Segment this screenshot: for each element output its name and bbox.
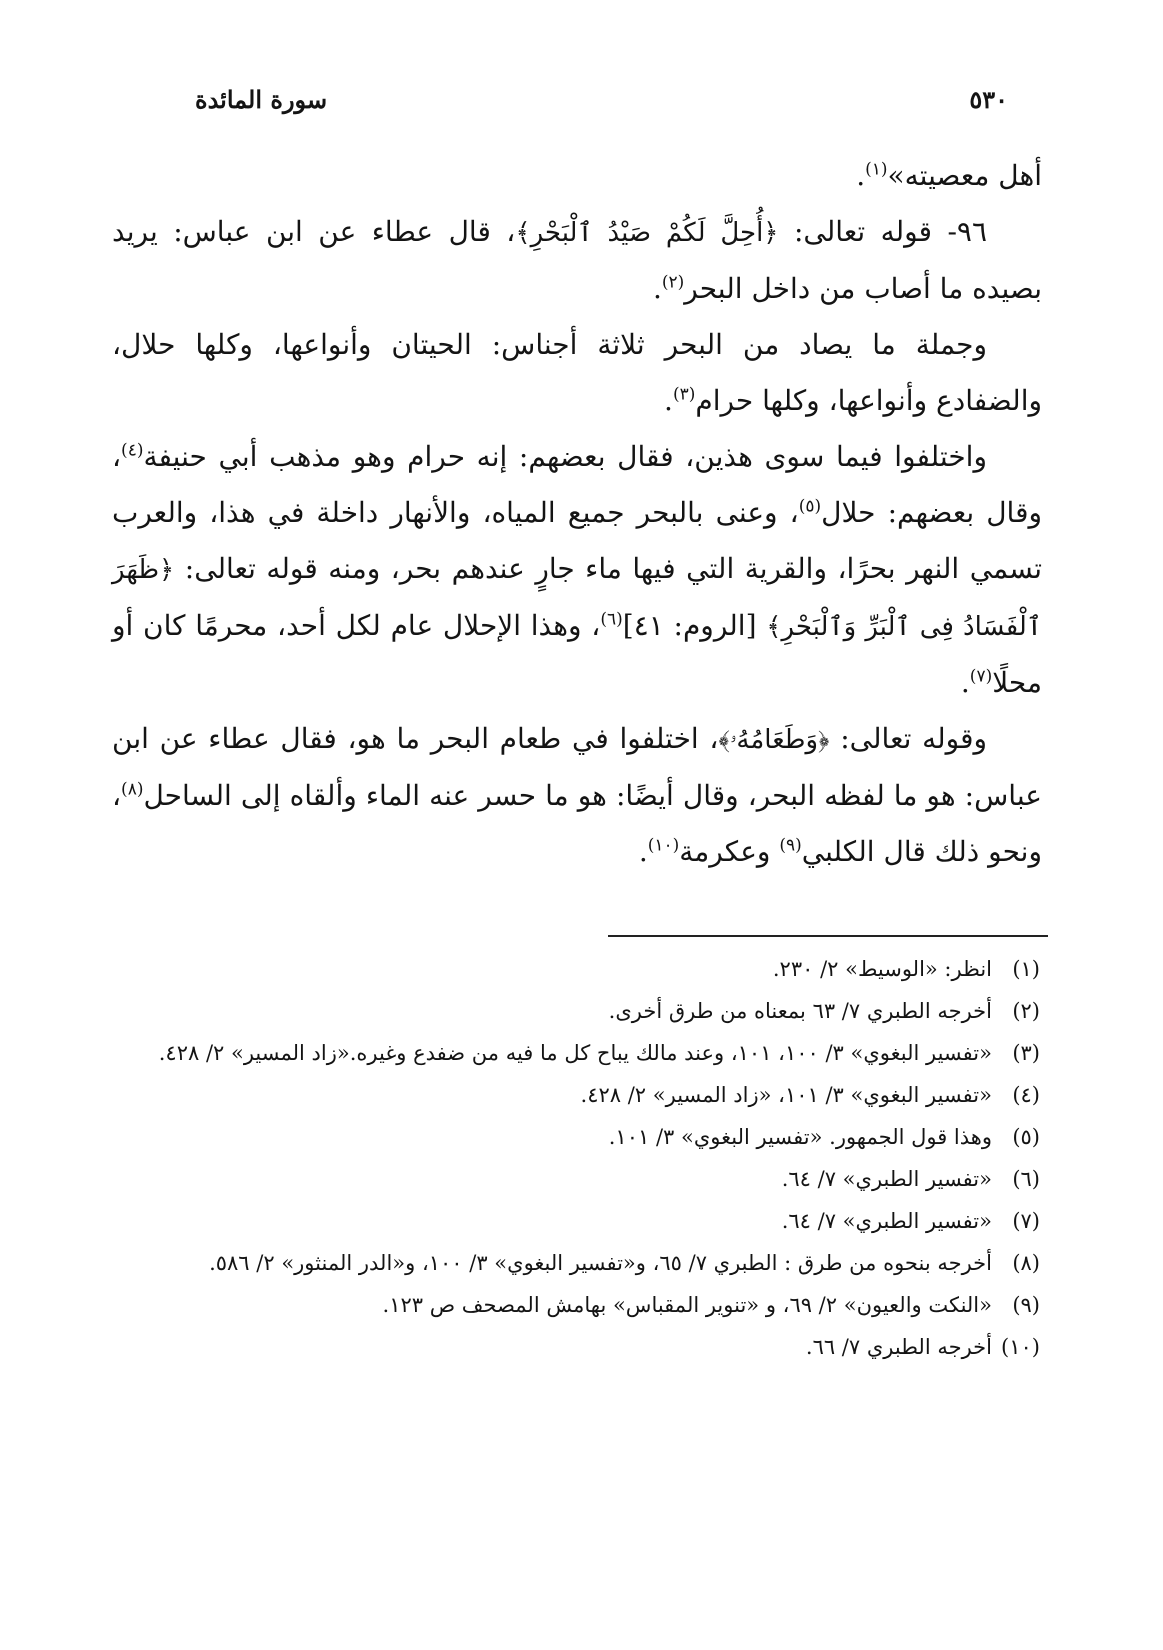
footnote-ref: (٢) [661, 272, 685, 293]
footnote-number: (٨) [1012, 1251, 1040, 1275]
footnote-text: «النكت والعيون» ٢/ ٦٩، و «تنوير المقباس» بهامش المصحف ص ١٢٣. [382, 1293, 992, 1317]
footnote [110, 1242, 1040, 1284]
footnote-number: (٧) [1012, 1209, 1040, 1233]
footnote [110, 1284, 1040, 1326]
footnote-ref: (٤) [121, 440, 144, 461]
footnote-text: انظر: «الوسيط» ٢/ ٢٣٠. [772, 957, 992, 981]
paragraph-sea-food: وقوله تعالى: ﴿وَطَعَامُهُۥ﴾، اختلفوا في طعام البحر ما هو، فقال عطاء عن ابن عباس: هو ما لفظه البحر، وقال أيضًا: هو ما حسر عنه الماء وألقاه إلى الساحل$^{(٨)}$، ونحو ذلك قال الكلبي$^{(٩)}$ وعكرمة$^{(١٠)}$. [112, 722, 1042, 868]
main-text [112, 148, 1042, 880]
paragraph-disagreement: واختلفوا فيما سوى هذين، فقال بعضهم: إنه حرام وهو مذهب أبي حنيفة$^{(٤)}$، وقال بعضهم: حلال$^{(٥)}$، وعنى بالبحر جميع المياه، والأنهار داخلة في هذا، والعرب تسمي النهر بحرًا، والقرية التي فيها ماء جارٍ عندهم بحر، ومنه قوله تعالى: ﴿ظَهَرَ ٱلْفَسَادُ فِى ٱلْبَرِّ وَٱلْبَحْرِ﴾ [الروم: ٤١]$^{(٦)}$، وهذا الإحلال عام لكل أحد، محرمًا كان أو محلًا$^{(٧)}$. [112, 440, 1043, 699]
footnote-number: (٣) [1012, 1041, 1040, 1065]
footnotes [110, 948, 1040, 1368]
footnote-ref: (١٠) [647, 835, 680, 856]
footnote-ref: (٩) [779, 835, 802, 856]
footnote-number: (٥) [1012, 1125, 1040, 1149]
quran-verse: ﴿وَطَعَامُهُۥ﴾ [718, 725, 830, 755]
footnote [110, 948, 1040, 990]
footnote-text: «تفسير الطبري» ٧/ ٦٤. [781, 1167, 992, 1191]
footnote-number: (٩) [1012, 1293, 1040, 1317]
footnote-number: (١٠) [1001, 1335, 1040, 1359]
footnote [110, 1032, 1040, 1074]
paragraph-continuation: أهل معصيته»$^{(١)}$. [856, 159, 1042, 192]
footnote-text: أخرجه الطبري ٧/ ٦٣ بمعناه من طرق أخرى. [608, 999, 992, 1023]
footnote-separator [608, 935, 1048, 937]
footnote-ref: (٧) [969, 666, 993, 687]
footnote-number: (٦) [1012, 1167, 1040, 1191]
footnote-number: (٢) [1012, 999, 1040, 1023]
footnote [110, 1158, 1040, 1200]
footnote-text: «تفسير البغوي» ٣/ ١٠١، «زاد المسير» ٢/ ٤٢٨. [580, 1083, 992, 1107]
footnote-text: «تفسير الطبري» ٧/ ٦٤. [781, 1209, 992, 1233]
page-number: ٥٣٠ [969, 85, 1008, 114]
footnote-text: أخرجه الطبري ٧/ ٦٦. [805, 1335, 992, 1359]
footnote-ref: (٣) [672, 384, 696, 405]
footnote-ref: (٥) [798, 496, 822, 517]
quran-verse: ﴿ظَهَرَ ٱلْفَسَادُ فِى ٱلْبَرِّ وَٱلْبَحْرِ﴾ [112, 555, 1043, 642]
paragraph-sea-creatures: وجملة ما يصاد من البحر ثلاثة أجناس: الحيتان وأنواعها، وكلها حلال، والضفادع وأنواعها، وكلها حرام$^{(٣)}$. [112, 328, 1042, 417]
footnote [110, 990, 1040, 1032]
footnote [110, 1200, 1040, 1242]
paragraph-verse-96: ٩٦- قوله تعالى: ﴿أُحِلَّ لَكُمْ صَيْدُ ٱلْبَحْرِ﴾، قال عطاء عن ابن عباس: يريد بصيده ما أصاب من داخل البحر$^{(٢)}$. [112, 215, 1042, 305]
footnote-text: أخرجه بنحوه من طرق : الطبري ٧/ ٦٥، و«تفسير البغوي» ٣/ ١٠٠، و«الدر المنثور» ٢/ ٥٨٦. [209, 1251, 992, 1275]
footnote-text: «تفسير البغوي» ٣/ ١٠٠، ١٠١، وعند مالك يباح كل ما فيه من ضفدع وغيره.«زاد المسير» ٢/ ٤٢٨. [158, 1041, 992, 1065]
footnote-ref: (٦) [600, 609, 623, 630]
footnote [110, 1116, 1040, 1158]
footnote [110, 1074, 1040, 1116]
footnote-number: (٤) [1012, 1083, 1040, 1107]
footnote-number: (١) [1012, 957, 1040, 981]
running-head-title: سورة المائدة [195, 85, 328, 114]
footnote-text: وهذا قول الجمهور. «تفسير البغوي» ٣/ ١٠١. [608, 1125, 992, 1149]
footnote-ref: (١) [865, 159, 888, 180]
quran-verse: ﴿أُحِلَّ لَكُمْ صَيْدُ ٱلْبَحْرِ﴾ [515, 218, 779, 248]
footnote [110, 1326, 1040, 1368]
footnote-ref: (٨) [121, 779, 144, 800]
